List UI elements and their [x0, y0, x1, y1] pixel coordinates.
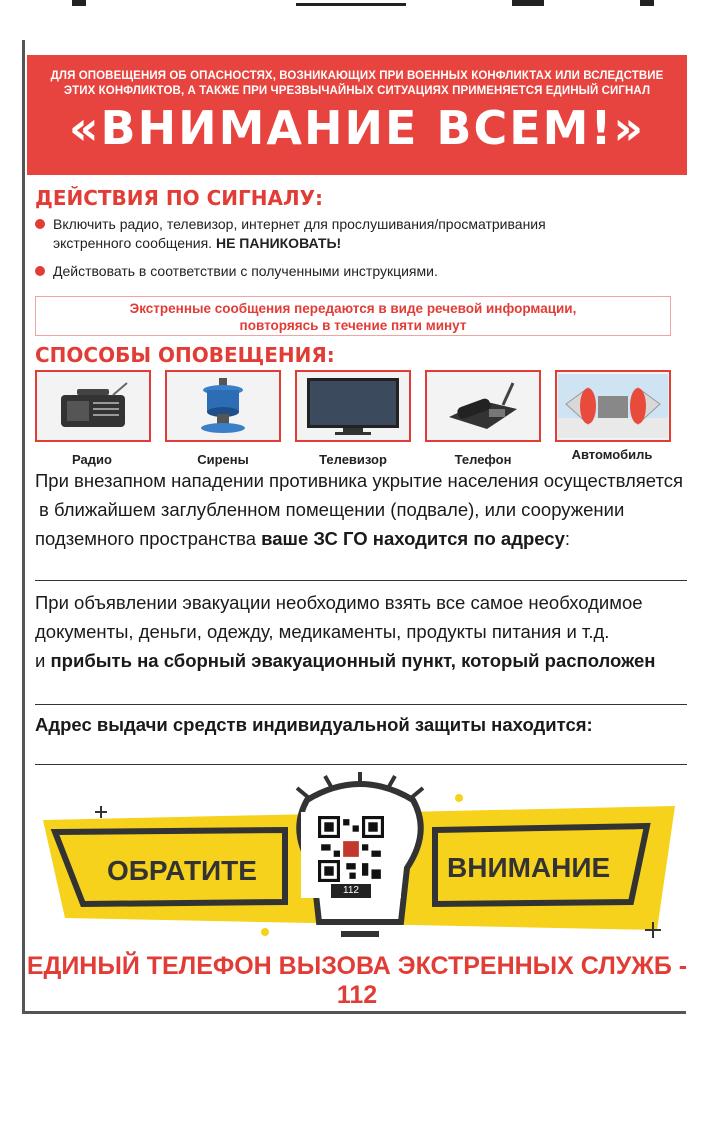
method-label: Сирены: [197, 452, 249, 467]
attention-right-word: ВНИМАНИЕ: [447, 852, 611, 883]
loudspeaker-car-icon: [558, 374, 668, 438]
telephone-icon: [443, 379, 523, 433]
action-item: [53, 215, 683, 253]
ppe-text: Адрес выдачи средств индивидуальной защиты находится:: [35, 714, 593, 735]
notice-line: повторяясь в течение пяти минут: [239, 318, 467, 333]
tv-icon: [305, 376, 401, 436]
evacuation-line: документы, деньги, одежду, медикаменты, продукты питания и т.д.: [35, 621, 610, 642]
action-item: [53, 262, 683, 281]
method-label: Телевизор: [319, 452, 387, 467]
action-text-bold: НЕ ПАНИКОВАТЬ!: [215, 235, 342, 251]
status-bar: [0, 0, 720, 10]
qr-code: [301, 812, 401, 898]
shelter-line: в ближайшем заглубленном помещении (подвале), или сооружении: [39, 499, 625, 520]
evacuation-line: [35, 646, 685, 675]
banner-headline: «ВНИМАНИЕ ВСЕМ!»: [68, 101, 646, 155]
address-line: [35, 580, 687, 581]
notice-box: [35, 296, 671, 336]
status-icon: [72, 0, 86, 6]
radio-icon: [53, 381, 133, 431]
notice-line: Экстренные сообщения передаются в виде речевой информации,: [129, 301, 577, 316]
shelter-text: подземного пространства: [35, 528, 256, 549]
action-text: [53, 234, 683, 253]
status-icon: [640, 0, 654, 6]
banner-subtitle-line: ЭТИХ КОНФЛИКТОВ, А ТАКЖЕ ПРИ ЧРЕЗВЫЧАЙНЫХ СИТУАЦИЯХ ПРИМЕНЯЕТСЯ ЕДИНЫЙ СИГНАЛ: [63, 85, 651, 97]
warning-banner: [27, 55, 687, 175]
poster-sheet: [22, 40, 686, 1014]
evacuation-text: и: [35, 650, 46, 671]
bullet-icon: [35, 219, 45, 229]
shelter-line: При внезапном нападении противника укрытие населения осуществляется: [35, 470, 683, 491]
method-card-car: [555, 370, 671, 442]
method-card-tv: [295, 370, 411, 442]
address-line: [35, 704, 687, 705]
attention-left-word: ОБРАТИТЕ: [107, 855, 257, 886]
actions-heading: ДЕЙСТВИЯ ПО СИГНАЛУ:: [35, 186, 323, 210]
evacuation-text-bold: прибыть на сборный эвакуационный пункт, который расположен: [50, 650, 656, 671]
status-icon: [296, 3, 406, 6]
ppe-paragraph: [35, 710, 685, 739]
address-line: [35, 764, 687, 765]
banner-subtitle: [27, 69, 687, 99]
methods-heading: СПОСОБЫ ОПОВЕЩЕНИЯ:: [35, 343, 335, 367]
qr-caption: 112: [331, 884, 371, 898]
shelter-text-bold: ваше ЗС ГО находится по адресу: [261, 528, 565, 549]
action-text: Включить радио, телевизор, интернет для прослушивания/просматривания: [53, 216, 546, 232]
status-icon: [512, 0, 544, 6]
method-card-radio: [35, 370, 151, 442]
bullet-icon: [35, 266, 45, 276]
siren-icon: [193, 376, 253, 436]
evacuation-line: При объявлении эвакуации необходимо взять все самое необходимое: [35, 592, 643, 613]
shelter-text: :: [564, 528, 571, 549]
emergency-phone-line: ЕДИНЫЙ ТЕЛЕФОН ВЫЗОВА ЭКСТРЕННЫХ СЛУЖБ - 112: [26, 952, 688, 1009]
method-label: Автомобиль: [571, 447, 653, 462]
action-text: Действовать в соответствии с полученными инструкциями.: [53, 263, 438, 279]
shelter-paragraph: [35, 466, 685, 553]
method-label: Радио: [72, 452, 112, 467]
method-card-telephone: [425, 370, 541, 442]
banner-subtitle-line: ДЛЯ ОПОВЕЩЕНИЯ ОБ ОПАСНОСТЯХ, ВОЗНИКАЮЩИХ ПРИ ВОЕННЫХ КОНФЛИКТАХ ИЛИ ВСЛЕДСТВИЕ: [50, 70, 664, 82]
action-text-part: экстренного сообщения.: [53, 235, 213, 251]
shelter-line: [35, 524, 685, 553]
evacuation-paragraph: [35, 588, 685, 675]
qr-code-icon: [318, 816, 384, 882]
method-label: Телефон: [454, 452, 512, 467]
method-card-siren: [165, 370, 281, 442]
